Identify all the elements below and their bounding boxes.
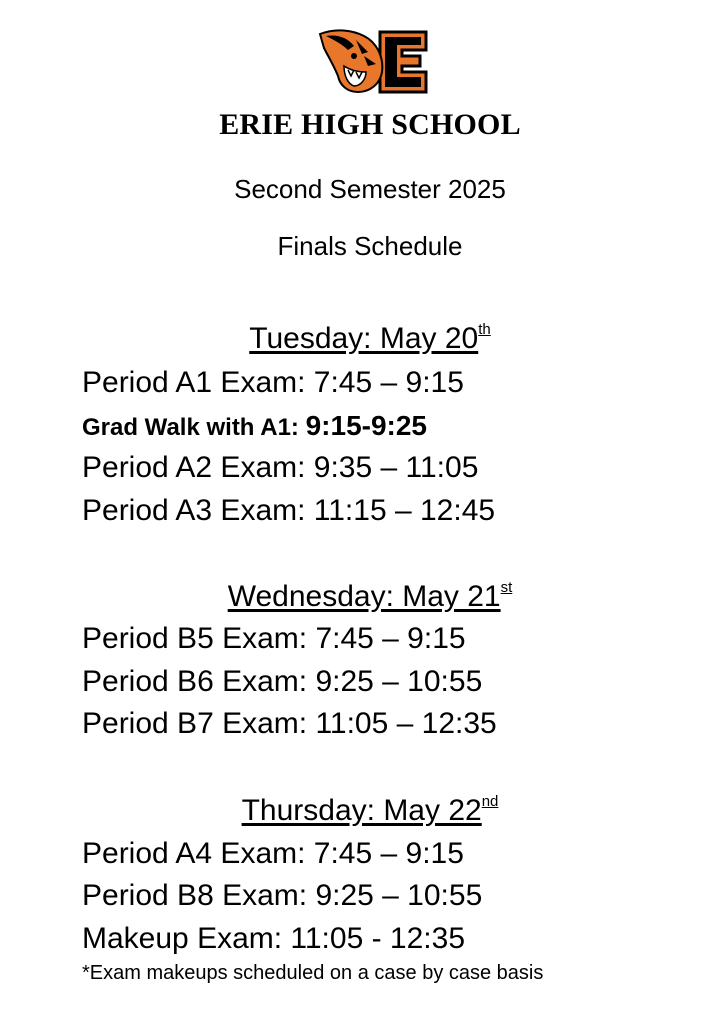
day-heading-wednesday: Wednesday: May 21st	[227, 579, 513, 613]
exam-line: Period A2 Exam: 9:35 – 11:05	[82, 451, 479, 484]
exam-line: Period A1 Exam: 7:45 – 9:15	[82, 366, 464, 399]
exam-line: Period B7 Exam: 11:05 – 12:35	[82, 707, 497, 740]
footnote: *Exam makeups scheduled on a case by case basis	[82, 962, 544, 984]
erie-tiger-logo-icon	[318, 26, 428, 96]
exam-line: Period B8 Exam: 9:25 – 10:55	[82, 879, 483, 912]
grad-walk-line: Grad Walk with A1: 9:15-9:25	[82, 410, 427, 441]
exam-line: Period B5 Exam: 7:45 – 9:15	[82, 622, 466, 655]
finals-schedule-title: Finals Schedule	[277, 231, 463, 261]
day-heading-thursday: Thursday: May 22nd	[241, 793, 499, 827]
exam-line: Period A4 Exam: 7:45 – 9:15	[82, 837, 464, 870]
exam-line: Period B6 Exam: 9:25 – 10:55	[82, 665, 483, 698]
school-name: ERIE HIGH SCHOOL	[219, 108, 521, 141]
semester-title: Second Semester 2025	[234, 174, 506, 204]
exam-line: Makeup Exam: 11:05 - 12:35	[82, 922, 465, 955]
exam-line: Period A3 Exam: 11:15 – 12:45	[82, 494, 496, 527]
day-heading-tuesday: Tuesday: May 20th	[249, 321, 491, 355]
